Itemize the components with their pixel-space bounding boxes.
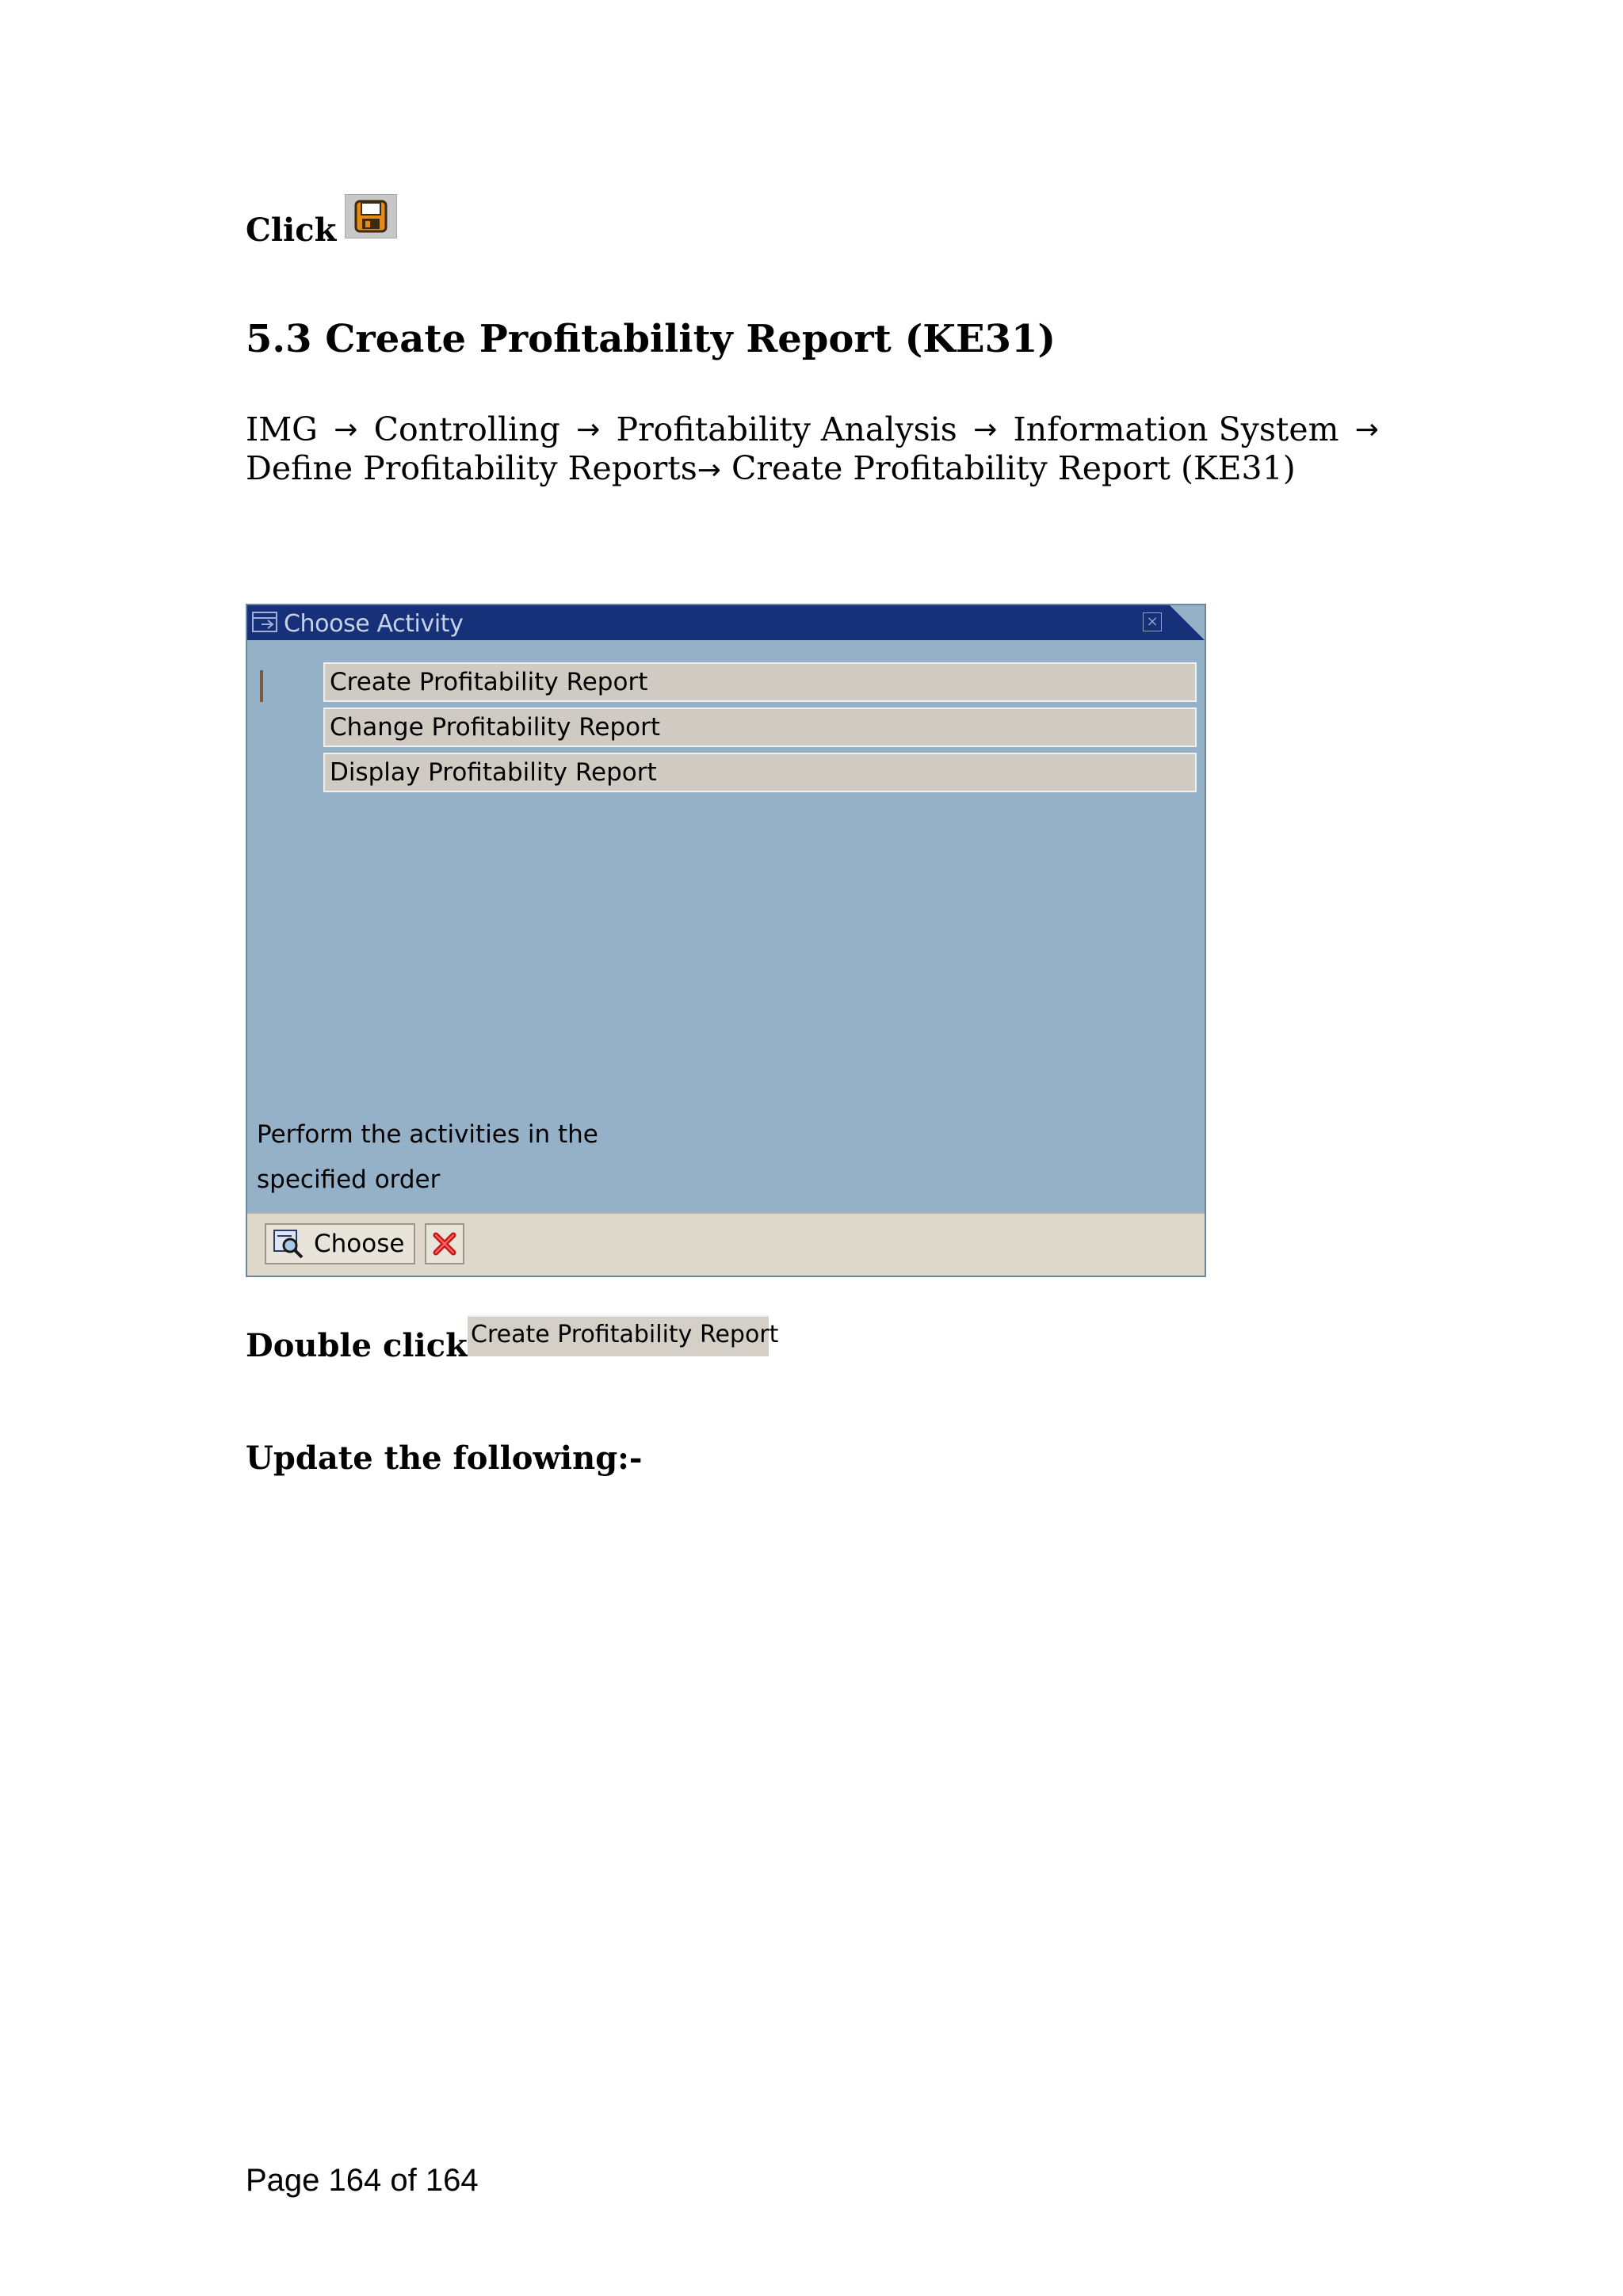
text-cursor (260, 670, 263, 702)
arrow-icon: → (973, 414, 998, 446)
path-item: Define Profitability Reports (246, 449, 697, 487)
choose-button[interactable] (265, 1223, 415, 1264)
dialog-note (257, 1112, 598, 1203)
choose-label: Choose (314, 1230, 405, 1258)
arrow-icon: → (697, 454, 721, 486)
dialog-title: Choose Activity (284, 610, 464, 638)
arrow-icon: → (576, 414, 601, 446)
path-item: IMG (246, 410, 318, 448)
update-instruction: Update the following:- (246, 1440, 643, 1477)
create-profitability-report-chip[interactable]: Create Profitability Report (468, 1315, 769, 1356)
path-item: Information System (1013, 410, 1339, 448)
activity-display-profitability-report[interactable]: Display Profitability Report (323, 753, 1197, 792)
note-line: specified order (257, 1165, 441, 1194)
path-item: Create Profitability Report (KE31) (731, 449, 1296, 487)
dialog-title-bar (247, 605, 1205, 640)
note-line: Perform the activities in the (257, 1120, 598, 1149)
path-item: Controlling (373, 410, 560, 448)
activity-change-profitability-report[interactable]: Change Profitability Report (323, 707, 1197, 747)
choose-icon (273, 1229, 304, 1259)
path-item: Profitability Analysis (616, 410, 957, 448)
save-icon (353, 199, 388, 234)
dialog-footer (247, 1212, 1205, 1276)
close-icon[interactable]: × (1143, 612, 1162, 631)
arrow-icon: → (1354, 414, 1379, 446)
title-bar-corner (1170, 605, 1205, 640)
choose-activity-dialog (246, 604, 1206, 1277)
arrow-icon: → (334, 414, 358, 446)
activity-create-profitability-report[interactable]: Create Profitability Report (323, 662, 1197, 702)
save-button[interactable] (345, 194, 397, 238)
cancel-button[interactable] (425, 1223, 464, 1264)
click-label: Click (246, 212, 337, 249)
double-click-label: Double click (246, 1327, 468, 1364)
window-icon (252, 612, 279, 634)
cancel-icon (432, 1231, 457, 1257)
img-path (246, 410, 1379, 490)
page-number: Page 164 of 164 (246, 2163, 479, 2198)
section-heading: 5.3 Create Profitability Report (KE31) (246, 317, 1056, 361)
